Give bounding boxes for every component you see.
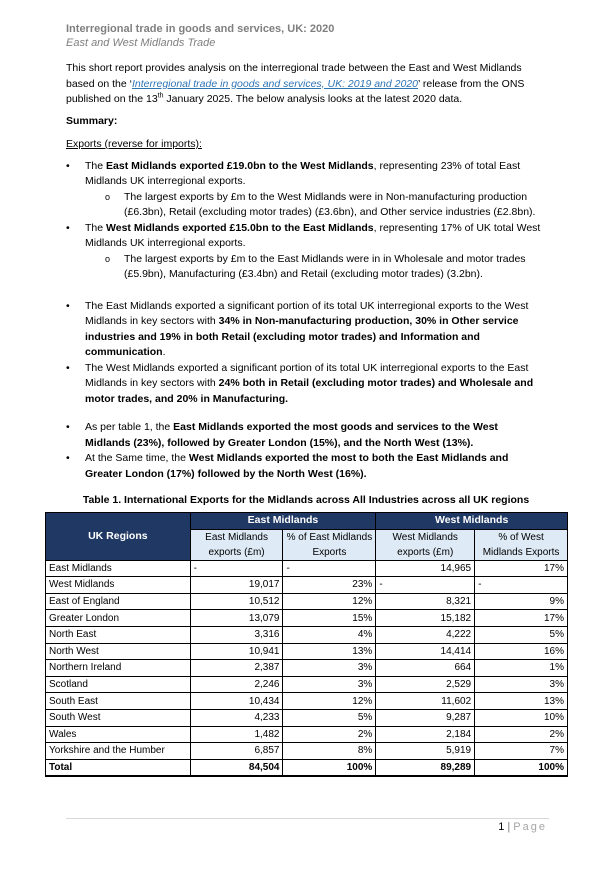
east-pct-cell: - <box>283 560 376 577</box>
region-cell: Wales <box>46 726 191 743</box>
bullet-east-top-destinations <box>66 420 546 451</box>
sub-bullet-list <box>85 190 546 221</box>
table-row <box>46 560 568 577</box>
east-exports-cell: 4,233 <box>190 709 283 726</box>
sub-bullet-east-largest: o The largest exports by £m to the West Midlands were in Non-manufacturing production (£6.3bn), Retail (excluding motor trades) (£3.6bn), and Other service industries (£2.8bn). <box>105 190 546 221</box>
bullet-text: At the Same time, the <box>85 452 189 464</box>
column-header-regions: UK Regions <box>46 513 191 561</box>
east-exports-cell: 2,387 <box>190 660 283 677</box>
east-pct-cell: 5% <box>283 709 376 726</box>
total-east-exports-cell: 84,504 <box>190 759 283 776</box>
bullet-bold-text: East Midlands exported the most goods and services to the West Midlands (23%), followed by Greater London (15%), and the North West (13%). <box>85 421 498 449</box>
east-pct-cell: 3% <box>283 676 376 693</box>
east-pct-cell: 23% <box>283 577 376 594</box>
group-header-east-midlands: East Midlands <box>190 513 376 530</box>
bullet-text: The East Midlands exported a significant portion of its total UK interregional exports to the West Midlands in key sectors with <box>85 299 529 327</box>
east-exports-cell: - <box>190 560 283 577</box>
east-pct-cell: 3% <box>283 660 376 677</box>
west-pct-cell: 2% <box>475 726 568 743</box>
footer-divider <box>66 818 549 819</box>
bullet-text: , representing 17% of UK total West Midlands UK interregional exports. <box>85 221 541 249</box>
east-exports-cell: 10,512 <box>190 593 283 610</box>
west-pct-cell: 9% <box>475 593 568 610</box>
intro-text-3: January 2025. The below analysis looks at the latest 2020 data. <box>163 93 463 105</box>
region-cell: East Midlands <box>46 560 191 577</box>
east-exports-cell: 10,434 <box>190 693 283 710</box>
west-exports-cell: 14,414 <box>376 643 475 660</box>
document-page <box>49 22 564 777</box>
table-row <box>46 726 568 743</box>
east-exports-cell: 13,079 <box>190 610 283 627</box>
east-pct-cell: 13% <box>283 643 376 660</box>
west-exports-cell: 11,602 <box>376 693 475 710</box>
intro-superscript: th <box>157 92 164 100</box>
east-exports-cell: 10,941 <box>190 643 283 660</box>
sector-bullet-list <box>66 299 546 408</box>
bullet-text: . <box>162 346 166 358</box>
table-row <box>46 626 568 643</box>
bullet-west-sectors <box>66 361 546 408</box>
page-label: Page <box>513 821 547 833</box>
west-exports-cell: 664 <box>376 660 475 677</box>
total-label-cell: Total <box>46 759 191 776</box>
intro-text-1: This short report provides analysis on the interregional trade between the East and West Midlands based on the ‘ <box>66 62 522 90</box>
table-title: Table 1. International Exports for the Midlands across All Industries across all UK regions <box>82 494 530 506</box>
table-bullet-list <box>66 420 546 482</box>
east-pct-cell: 12% <box>283 693 376 710</box>
column-header-west-pct: % of West Midlands Exports <box>475 529 568 560</box>
total-west-pct-cell: 100% <box>475 759 568 776</box>
west-exports-cell: - <box>376 577 475 594</box>
bullet-east-exports <box>66 159 546 221</box>
east-pct-cell: 2% <box>283 726 376 743</box>
sub-bullet-list <box>85 252 546 283</box>
region-cell: East of England <box>46 593 191 610</box>
east-exports-cell: 2,246 <box>190 676 283 693</box>
east-exports-cell: 3,316 <box>190 626 283 643</box>
west-pct-cell: 17% <box>475 610 568 627</box>
bullet-west-exports <box>66 221 546 283</box>
bullet-text: The <box>85 159 107 172</box>
west-pct-cell: 13% <box>475 693 568 710</box>
table-body <box>46 560 568 776</box>
total-west-exports-cell: 89,289 <box>376 759 475 776</box>
west-pct-cell: 7% <box>475 743 568 760</box>
column-header-east-exports: East Midlands exports (£m) <box>190 529 283 560</box>
page-number: 1 <box>498 821 505 833</box>
east-pct-cell: 4% <box>283 626 376 643</box>
west-exports-cell: 4,222 <box>376 626 475 643</box>
east-exports-cell: 19,017 <box>190 577 283 594</box>
bullet-west-top-destinations <box>66 451 546 482</box>
table-row <box>46 660 568 677</box>
west-exports-cell: 14,965 <box>376 560 475 577</box>
exports-table <box>45 512 568 777</box>
table-row <box>46 676 568 693</box>
page-footer <box>498 821 547 833</box>
region-cell: Greater London <box>46 610 191 627</box>
region-cell: Northern Ireland <box>46 660 191 677</box>
group-header-west-midlands: West Midlands <box>376 513 568 530</box>
bullet-bold-text: 24% both in Retail (excluding motor trades) and Wholesale and motor trades, and 20% in Manufacturing. <box>85 377 534 405</box>
column-header-east-pct: % of East Midlands Exports <box>283 529 376 560</box>
table-total-row <box>46 759 568 776</box>
intro-text-2: ’ release from the ONS published on the 13 <box>66 77 525 105</box>
footer-separator: | <box>507 821 511 833</box>
bullet-bold-text: 34% in Non-manufacturing production, 30% in Other service industries and 19% in both Retail (excluding motor trades) and Information and communication <box>85 315 519 358</box>
bullet-text: , representing 23% of total East Midlands UK interregional exports. <box>85 159 521 187</box>
west-exports-cell: 15,182 <box>376 610 475 627</box>
intro-paragraph <box>66 61 546 108</box>
east-exports-cell: 1,482 <box>190 726 283 743</box>
document-title: Interregional trade in goods and services, UK: 2020 <box>66 23 335 35</box>
region-cell: North West <box>46 643 191 660</box>
region-cell: Scotland <box>46 676 191 693</box>
table-row <box>46 577 568 594</box>
west-pct-cell: 10% <box>475 709 568 726</box>
region-cell: North East <box>46 626 191 643</box>
table-row <box>46 709 568 726</box>
table-row <box>46 743 568 760</box>
west-exports-cell: 2,184 <box>376 726 475 743</box>
bullet-text: As per table 1, the <box>85 421 174 433</box>
west-pct-cell: 1% <box>475 660 568 677</box>
table-row <box>46 593 568 610</box>
exports-bullet-list <box>66 159 546 283</box>
table-row <box>46 693 568 710</box>
bullet-bold-text: West Midlands exported £15.0bn to the East Midlands <box>106 221 374 234</box>
west-pct-cell: 17% <box>475 560 568 577</box>
table-row <box>46 643 568 660</box>
ons-release-link[interactable]: Interregional trade in goods and services, UK: 2019 and 2020 <box>131 77 418 90</box>
bullet-text: The <box>85 221 107 234</box>
column-header-west-exports: West Midlands exports (£m) <box>376 529 475 560</box>
bullet-bold-text: West Midlands exported the most to both the East Midlands and Greater London (17%) followed by the North West (16%). <box>85 452 509 480</box>
west-pct-cell: 5% <box>475 626 568 643</box>
region-cell: South West <box>46 709 191 726</box>
east-pct-cell: 15% <box>283 610 376 627</box>
exports-heading: Exports (reverse for imports): <box>66 138 202 150</box>
spacer <box>66 283 546 299</box>
document-subtitle: East and West Midlands Trade <box>66 37 216 49</box>
table-row <box>46 610 568 627</box>
west-exports-cell: 8,321 <box>376 593 475 610</box>
spacer <box>66 407 546 420</box>
bullet-text: The West Midlands exported a significant portion of its total UK interregional exports to the East Midlands in key sectors with <box>85 361 529 389</box>
east-exports-cell: 6,857 <box>190 743 283 760</box>
bullet-bold-text: East Midlands exported £19.0bn to the West Midlands <box>106 159 374 172</box>
total-east-pct-cell: 100% <box>283 759 376 776</box>
west-exports-cell: 9,287 <box>376 709 475 726</box>
west-exports-cell: 2,529 <box>376 676 475 693</box>
region-cell: West Midlands <box>46 577 191 594</box>
west-pct-cell: 3% <box>475 676 568 693</box>
east-pct-cell: 12% <box>283 593 376 610</box>
sub-bullet-west-largest: o The largest exports by £m to the East Midlands were in in Wholesale and motor trades (£5.9bn), Manufacturing (£3.4bn) and Retail (excluding motor trades) (3.2bn). <box>105 252 546 283</box>
east-pct-cell: 8% <box>283 743 376 760</box>
region-cell: South East <box>46 693 191 710</box>
bullet-east-sectors <box>66 299 546 361</box>
west-pct-cell: - <box>475 577 568 594</box>
west-exports-cell: 5,919 <box>376 743 475 760</box>
west-pct-cell: 16% <box>475 643 568 660</box>
summary-heading: Summary: <box>66 114 118 127</box>
region-cell: Yorkshire and the Humber <box>46 743 191 760</box>
